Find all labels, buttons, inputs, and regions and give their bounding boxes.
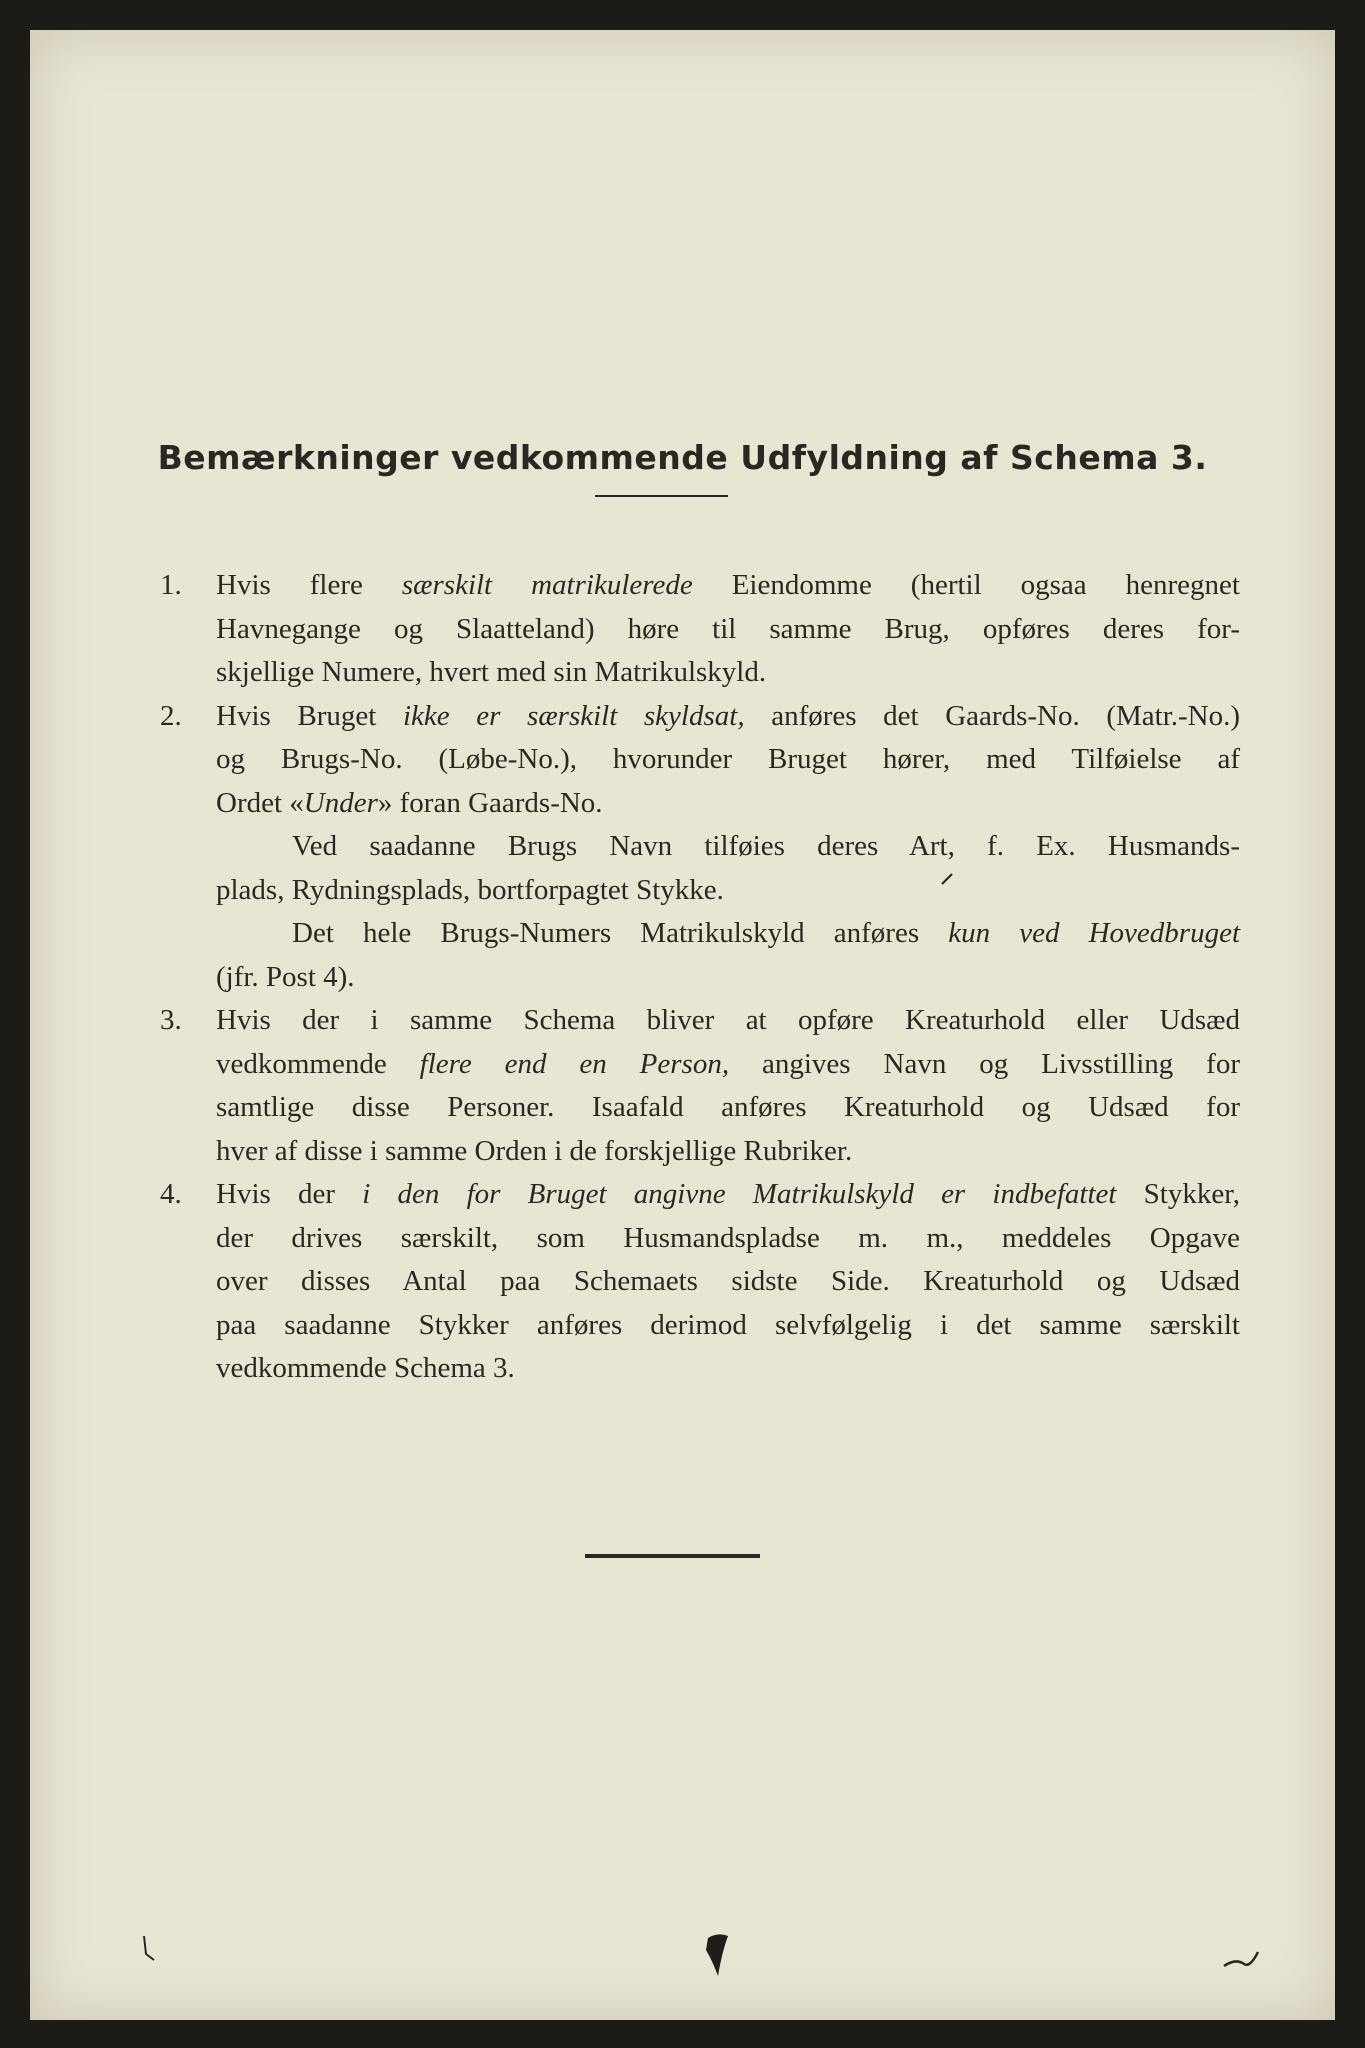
text-run: hver af disse i samme Orden i de forskjellige Rubriker. [216, 1134, 853, 1167]
text-line [216, 956, 1240, 1000]
remark-paragraph [160, 912, 1240, 999]
ink-mark-bottom-center [702, 1930, 732, 1980]
text-line [216, 1217, 1240, 1261]
text-line [216, 825, 1240, 869]
italic-run: i den for Bruget angivne Matrikulskyld er indbefattet [362, 1178, 1117, 1210]
ink-tick-mark [940, 872, 954, 886]
text-run: Det hele Brugs-Numers Matrikulskyld anføres [292, 917, 949, 949]
text-run: Hvis Bruget [216, 699, 403, 732]
text-run: plads, Rydningsplads, bortforpagtet Stykke. [216, 873, 724, 906]
text-run: over disses Antal paa Schemaets sidste Side. Kreaturhold og Udsæd [216, 1265, 1240, 1297]
text-run: Stykker, [1116, 1178, 1240, 1210]
italic-run: Under [303, 786, 378, 819]
title-underline [595, 495, 728, 497]
text-run: Ved saadanne Brugs Navn tilføies deres Art, f. Ex. Husmands- [292, 830, 1240, 862]
text-line [216, 1347, 1240, 1391]
text-line [216, 564, 1240, 608]
remark-item [160, 999, 1240, 1173]
text-line [216, 1260, 1240, 1304]
text-line [216, 1086, 1240, 1130]
text-line [216, 912, 1240, 956]
text-run: Havnegange og Slaatteland) høre til samme Brug, opføres deres for- [216, 612, 1240, 645]
remark-number: 3. [160, 1004, 182, 1036]
text-run: angives Navn og Livsstilling for [729, 1047, 1240, 1080]
text-line [216, 608, 1240, 652]
italic-run: kun ved Hovedbruget [948, 917, 1240, 949]
text-run: Hvis der [216, 1178, 363, 1210]
text-line [216, 1173, 1240, 1217]
text-run: vedkommende [216, 1047, 420, 1080]
remark-number: 4. [160, 1178, 182, 1210]
text-run: anføres det Gaards-No. (Matr.-No.) [744, 699, 1241, 732]
text-line [216, 782, 1240, 826]
text-run: og Brugs-No. (Løbe-No.), hvorunder Bruget hører, med Tilføielse af [216, 743, 1240, 775]
ink-mark-bottom-left [138, 1934, 158, 1964]
text-run: paa saadanne Stykker anføres derimod selvfølgelig i det samme særskilt [216, 1308, 1240, 1341]
text-run: Ordet « [216, 786, 304, 819]
italic-run: særskilt matrikulerede [401, 569, 693, 601]
text-run: » foran Gaards-No. [377, 786, 603, 819]
remarks-list [160, 564, 1240, 1391]
bleed-through-text [150, 110, 1270, 300]
text-line [216, 695, 1240, 739]
remark-number: 1. [160, 569, 182, 601]
remark-item [160, 564, 1240, 695]
document-page [30, 30, 1335, 2020]
remark-number: 2. [160, 699, 182, 732]
remark-paragraph [160, 825, 1240, 912]
text-line [216, 1043, 1240, 1087]
text-run: Hvis flere [216, 569, 402, 601]
text-run: samtlige disse Personer. Isaafald anføres Kreaturhold og Udsæd for [216, 1091, 1240, 1123]
text-line [216, 738, 1240, 782]
text-line [216, 651, 1240, 695]
remark-item [160, 1173, 1240, 1391]
text-run: skjellige Numere, hvert med sin Matrikulskyld. [216, 656, 767, 688]
text-run: der drives særskilt, som Husmandspladse m. m., meddeles Opgave [216, 1221, 1240, 1254]
text-line [216, 999, 1240, 1043]
end-rule [585, 1554, 760, 1558]
text-line [216, 869, 1240, 913]
text-run: Eiendomme (hertil ogsaa henregnet [692, 569, 1240, 601]
text-line [216, 1304, 1240, 1348]
text-run: vedkommende Schema 3. [216, 1352, 515, 1384]
italic-run: flere end en Person, [419, 1047, 730, 1080]
text-run: (jfr. Post 4). [216, 960, 355, 993]
ink-mark-bottom-right [1222, 1948, 1262, 1972]
remark-item [160, 695, 1240, 826]
italic-run: ikke er særskilt skyldsat, [402, 699, 745, 732]
text-run: Hvis der i samme Schema bliver at opføre Kreaturhold eller Udsæd [216, 1004, 1240, 1036]
text-line [216, 1130, 1240, 1174]
page-title: Bemærkninger vedkommende Udfyldning af Schema 3. [157, 438, 1208, 477]
